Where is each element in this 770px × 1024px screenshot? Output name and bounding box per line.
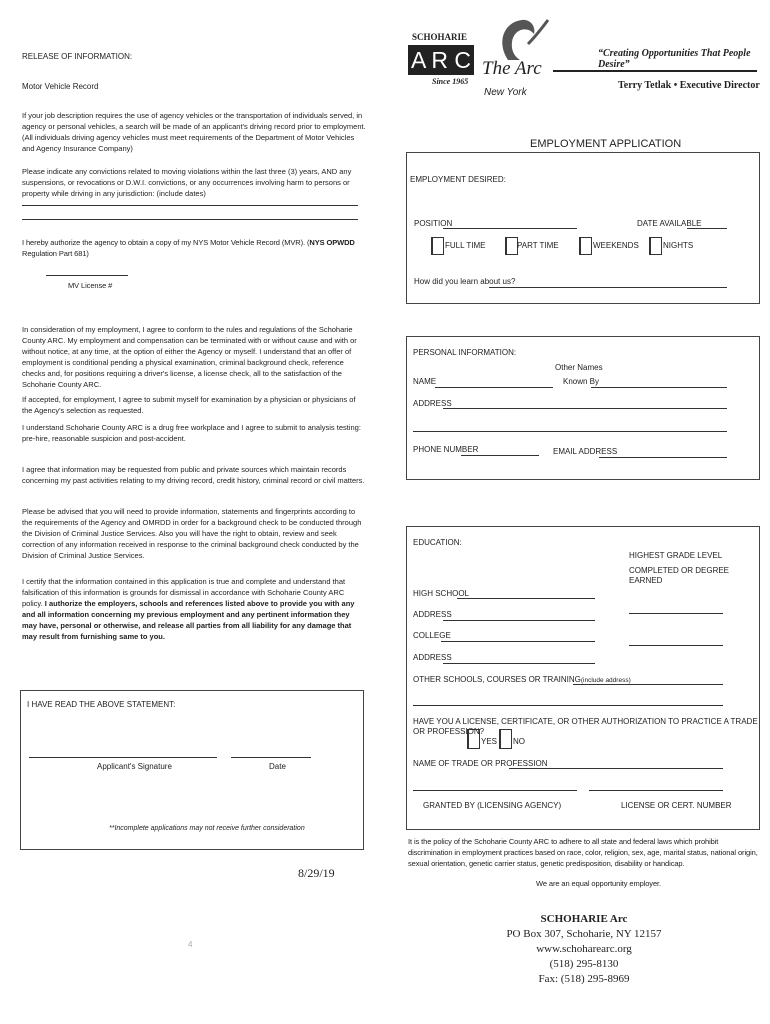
address-label: ADDRESS [413, 399, 452, 408]
college-degree-field[interactable] [629, 645, 723, 646]
eeo-policy: It is the policy of the Schoharie County ARC to adhere to all state and federal laws which prohibit discrimination in employment practices based on race, color, religion, sex, age, marital status, national origin, sexual orientation, genetic carrier status, genetic predisposition, disability or handicap. [408, 837, 758, 868]
trade-name-label: NAME OF TRADE OR PROFESSION [413, 759, 548, 768]
personal-info-box [406, 336, 760, 480]
convictions-line-2[interactable] [22, 219, 358, 220]
name-label: NAME [413, 377, 437, 386]
signature-label: Applicant's Signature [97, 762, 172, 771]
signature-date-field[interactable] [231, 757, 311, 758]
nights-checkbox[interactable] [649, 237, 662, 255]
personal-info-label: PERSONAL INFORMATION: [413, 348, 517, 357]
email-label: EMAIL ADDRESS [553, 447, 618, 456]
incomplete-note: **Incomplete applications may not receive further consideration [109, 825, 305, 832]
known-by-field[interactable] [591, 387, 727, 388]
read-statement: I HAVE READ THE ABOVE STATEMENT: [27, 700, 176, 709]
other-names-label: Other Names [555, 363, 603, 372]
part-time-label: PART TIME [517, 241, 559, 250]
certification-text-a: I certify that the information contained in this application is true and complete and understand that falsification of this information is grounds for dismissal in accordance with Schoharie County ARC policy. [22, 577, 346, 608]
weekends-checkbox[interactable] [579, 237, 592, 255]
known-by-label: Known By [563, 377, 600, 386]
page-number: 4 [188, 940, 193, 949]
certification-text-b: I authorize the employers, schools and references listed above to provide you with any and all information concerning my previous employment and any pertinent information they may have, personal or otherwise, and release all parties from all liability for any damage that may result from furnishing same to you. [22, 599, 355, 641]
since-text: Since 1965 [432, 77, 469, 86]
license-cert-label: LICENSE OR CERT. NUMBER [621, 801, 732, 810]
full-time-label: FULL TIME [445, 241, 486, 250]
arc-logo-block [408, 45, 474, 75]
signature-date-label: Date [269, 762, 286, 771]
footer-address [408, 912, 760, 987]
email-field[interactable] [599, 457, 727, 458]
college-address-label: ADDRESS [413, 653, 452, 662]
other-schools-field-2[interactable] [413, 705, 723, 706]
footer-phone: (518) 295-8130 [549, 958, 619, 970]
mvr-authorization [22, 237, 366, 259]
convictions-text: Please indicate any convictions related to moving violations within the last three (3) years, AND any suspensions, or revocations or D.W.I. convictions, or any occurrences involving harm to persons or property while driving in any jurisdiction: (include dates) [22, 167, 352, 198]
background-check-paragraph: Please be advised that you will need to provide information, statements and fingerprints according to the requirements of the Agency and OMRDD in order for a background check to be conducted through the Division of Criminal Justice Services. Also you will have the right to obtain, review and seek correction of any information received in response to the criminal background check conducted by the Division of Criminal Justice Services. [22, 507, 362, 560]
logo-org-small: SCHOHARIE [412, 32, 468, 42]
date-stamp: 8/29/19 [298, 866, 335, 880]
granted-by-field[interactable] [413, 790, 577, 791]
nights-label: NIGHTS [663, 241, 694, 250]
authorize-text-a: I hereby authorize the agency to obtain a copy of my NYS Motor Vehicle Record (MVR). ( [22, 238, 310, 247]
include-address-text: (include address) [580, 677, 631, 684]
how-learn-field[interactable] [489, 287, 727, 288]
authorize-text-c: Regulation Part 681) [22, 249, 89, 258]
how-learn-label: How did you learn about us? [414, 277, 516, 286]
signature-box [20, 690, 364, 850]
yes-checkbox[interactable] [467, 729, 480, 749]
footer-org: SCHOHARIE Arc [540, 913, 628, 925]
highest-grade-label: HIGHEST GRADE LEVEL [629, 551, 723, 560]
high-school-field[interactable] [457, 598, 595, 599]
name-field[interactable] [435, 387, 553, 388]
license-label: MV License # [68, 281, 113, 290]
release-title: RELEASE OF INFORMATION: [22, 52, 133, 61]
full-time-checkbox[interactable] [431, 237, 444, 255]
signature-field[interactable] [29, 757, 217, 758]
convictions-paragraph [22, 166, 366, 199]
phone-field[interactable] [461, 455, 539, 456]
footer-web[interactable]: www.schoharearc.org [536, 943, 632, 955]
tagline: “Creating Opportunities That People Desire” [598, 48, 751, 70]
form-title: EMPLOYMENT APPLICATION [530, 138, 682, 150]
header-rule [553, 70, 757, 72]
public-sources-paragraph: I agree that information may be requested from public and private sources which maintain records concerning my past activities relating to my driving record, credit history, criminal record or civil matters. [22, 465, 365, 485]
license-question: HAVE YOU A LICENSE, CERTIFICATE, OR OTHER AUTHORIZATION TO PRACTICE A TRADE OR PROFESSION? [413, 717, 758, 736]
arc-logo-letters: A R C [410, 47, 472, 73]
license-cert-field[interactable] [589, 790, 723, 791]
certification-paragraph [22, 576, 366, 642]
high-school-grade-field[interactable] [629, 613, 723, 614]
mvr-title: Motor Vehicle Record [22, 82, 99, 91]
other-schools-field[interactable] [573, 684, 723, 685]
no-checkbox[interactable] [499, 729, 512, 749]
consideration-paragraph: In consideration of my employment, I agree to conform to the rules and regulations of the Schoharie County ARC. My employment and compensation can be terminated with or without cause and with or without notice, at any time, at the option of either the Agency or myself. I understand that an offer of employment is conditional pending a physical examination, criminal background check, reference checks and, for positions requiring a driver's license, a license check, all to the satisfaction of the Schoharie County ARC. [22, 325, 357, 389]
license-number-field[interactable] [46, 275, 128, 276]
date-available-label: DATE AVAILABLE [637, 219, 702, 228]
trade-name-field[interactable] [509, 768, 723, 769]
employment-desired-label: EMPLOYMENT DESIRED: [410, 175, 506, 184]
yes-label: YES [481, 737, 498, 746]
hs-address-field[interactable] [443, 620, 595, 621]
employment-desired-box [406, 152, 760, 304]
college-label: COLLEGE [413, 631, 451, 640]
completed-degree-label: COMPLETED OR DEGREE EARNED [629, 566, 730, 585]
hs-address-label: ADDRESS [413, 610, 452, 619]
footer-fax: Fax: (518) 295-8969 [538, 973, 630, 985]
phone-label: PHONE NUMBER [413, 445, 479, 454]
college-field[interactable] [441, 641, 595, 642]
position-field[interactable] [443, 228, 577, 229]
footer-pobox: PO Box 307, Schoharie, NY 12157 [506, 928, 662, 940]
address-field-2[interactable] [413, 431, 727, 432]
high-school-label: HIGH SCHOOL [413, 589, 470, 598]
education-box [406, 526, 760, 830]
thearc-wordmark: The Arc [482, 58, 542, 79]
other-schools-text: OTHER SCHOOLS, COURSES OR TRAINING [413, 675, 581, 684]
convictions-line-1[interactable] [22, 205, 358, 206]
date-available-field[interactable] [687, 228, 727, 229]
granted-by-label: GRANTED BY (LICENSING AGENCY) [423, 801, 562, 810]
equal-opportunity: We are an equal opportunity employer. [536, 879, 661, 888]
newyork-text: New York [484, 87, 527, 98]
address-field[interactable] [443, 408, 727, 409]
no-label: NO [513, 737, 525, 746]
college-address-field[interactable] [443, 663, 595, 664]
thearc-swoosh-icon [478, 14, 550, 64]
driving-record-paragraph: If your job description requires the use of agency vehicles or the transportation of individuals served, in agency or personal vehicles, a search will be made of an applicant's driving record prior to employment. (All individuals driving agency vehicles must meet requirements of the Department of Motor Vehicles and Agency Insurance Company) [22, 111, 366, 153]
physical-exam-paragraph: If accepted, for employment, I agree to submit myself for examination by a physician or physicians of the Agency's selection as requested. [22, 395, 356, 415]
executive-director: Terry Tetlak • Executive Director [618, 80, 760, 91]
weekends-label: WEEKENDS [593, 241, 639, 250]
position-label: POSITION [414, 219, 453, 228]
drug-free-paragraph: I understand Schoharie County ARC is a drug free workplace and I agree to submit to analysis testing: pre-hire, reasonable suspicion and post-accident. [22, 423, 361, 443]
authorize-text-b: NYS OPWDD [309, 238, 355, 247]
education-label: EDUCATION: [413, 538, 462, 547]
